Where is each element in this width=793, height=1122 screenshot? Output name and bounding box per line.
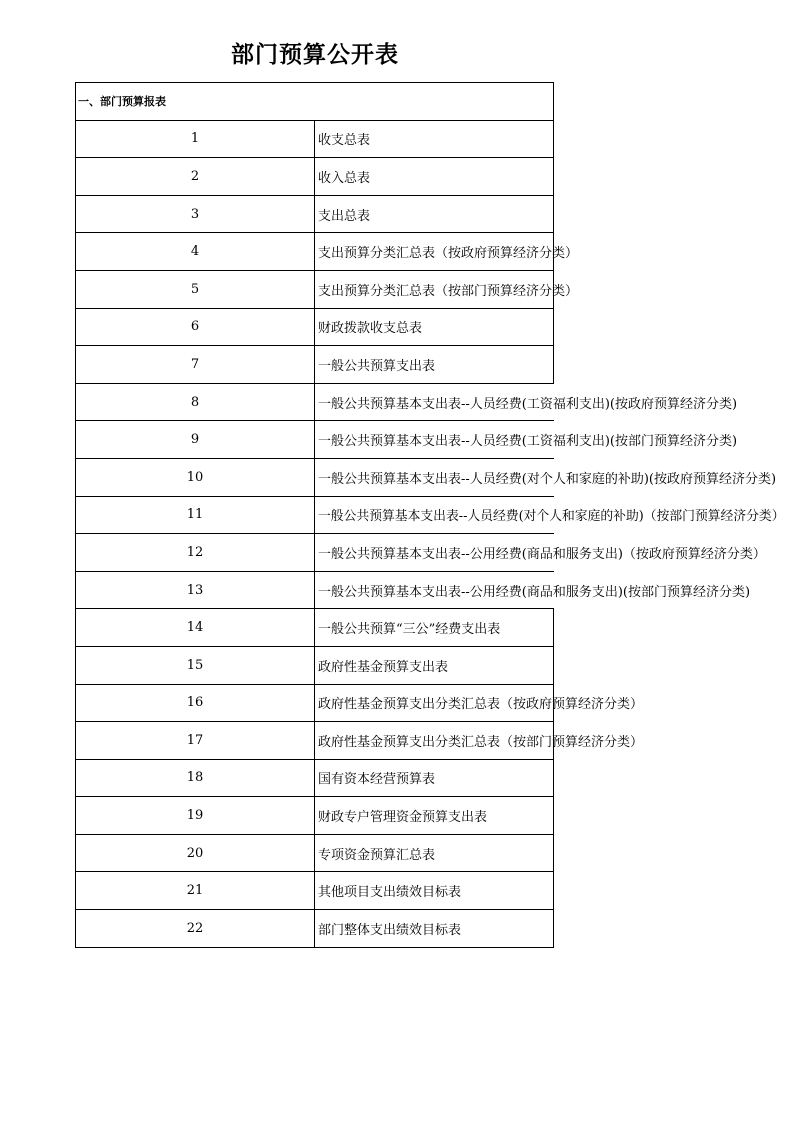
- row-name: 一般公共预算基本支出表--公用经费(商品和服务支出)（按政府预算经济分类）: [315, 534, 554, 572]
- row-number: 10: [76, 458, 315, 496]
- row-name: 一般公共预算支出表: [315, 346, 554, 384]
- row-name: 一般公共预算基本支出表--人员经费(工资福利支出)(按政府预算经济分类): [315, 383, 554, 421]
- row-number: 12: [76, 534, 315, 572]
- row-number: 6: [76, 308, 315, 346]
- table-row: [76, 195, 554, 233]
- row-number: 1: [76, 120, 315, 158]
- table-row: [76, 646, 554, 684]
- row-number: 20: [76, 834, 315, 872]
- table-row: [76, 759, 554, 797]
- row-name: 政府性基金预算支出表: [315, 646, 554, 684]
- table-row: [76, 609, 554, 647]
- row-name: 支出预算分类汇总表（按政府预算经济分类）: [315, 233, 554, 271]
- row-number: 18: [76, 759, 315, 797]
- row-number: 5: [76, 270, 315, 308]
- row-name: 支出总表: [315, 195, 554, 233]
- row-name: 政府性基金预算支出分类汇总表（按政府预算经济分类）: [315, 684, 554, 722]
- row-name: 部门整体支出绩效目标表: [315, 910, 554, 948]
- row-name: 支出预算分类汇总表（按部门预算经济分类）: [315, 270, 554, 308]
- row-number: 15: [76, 646, 315, 684]
- table-row: [76, 910, 554, 948]
- row-name: 一般公共预算“三公”经费支出表: [315, 609, 554, 647]
- table-row: [76, 308, 554, 346]
- table-row: [76, 458, 554, 496]
- row-number: 22: [76, 910, 315, 948]
- row-name: 一般公共预算基本支出表--人员经费(对个人和家庭的补助)(按政府预算经济分类): [315, 458, 554, 496]
- table-row: [76, 383, 554, 421]
- table-row: [76, 797, 554, 835]
- row-number: 8: [76, 383, 315, 421]
- table-row: [76, 872, 554, 910]
- row-name: 一般公共预算基本支出表--公用经费(商品和服务支出)(按部门预算经济分类): [315, 571, 554, 609]
- table-row: [76, 834, 554, 872]
- row-number: 21: [76, 872, 315, 910]
- row-name: 财政拨款收支总表: [315, 308, 554, 346]
- table-row: [76, 421, 554, 459]
- table-row: [76, 534, 554, 572]
- table-row: [76, 496, 554, 534]
- table-row: [76, 346, 554, 384]
- row-number: 14: [76, 609, 315, 647]
- budget-index-table: [75, 82, 785, 948]
- table-row: [76, 120, 554, 158]
- row-number: 4: [76, 233, 315, 271]
- row-number: 9: [76, 421, 315, 459]
- row-number: 3: [76, 195, 315, 233]
- row-number: 11: [76, 496, 315, 534]
- row-name: 专项资金预算汇总表: [315, 834, 554, 872]
- row-name: 政府性基金预算支出分类汇总表（按部门预算经济分类）: [315, 722, 554, 760]
- row-number: 2: [76, 158, 315, 196]
- row-number: 13: [76, 571, 315, 609]
- row-name: 收入总表: [315, 158, 554, 196]
- section-header-row: [76, 83, 554, 121]
- table-row: [76, 158, 554, 196]
- table-row: [76, 684, 554, 722]
- table-row: [76, 270, 554, 308]
- row-name: 一般公共预算基本支出表--人员经费(工资福利支出)(按部门预算经济分类): [315, 421, 554, 459]
- row-number: 7: [76, 346, 315, 384]
- page-title: 部门预算公开表: [231, 42, 399, 68]
- row-name: 收支总表: [315, 120, 554, 158]
- table-row: [76, 722, 554, 760]
- row-number: 16: [76, 684, 315, 722]
- table-row: [76, 571, 554, 609]
- row-name: 一般公共预算基本支出表--人员经费(对个人和家庭的补助)（按部门预算经济分类）: [315, 496, 554, 534]
- row-name: 国有资本经营预算表: [315, 759, 554, 797]
- row-number: 17: [76, 722, 315, 760]
- row-name: 财政专户管理资金预算支出表: [315, 797, 554, 835]
- section-title: 一、部门预算报表: [76, 83, 554, 121]
- row-number: 19: [76, 797, 315, 835]
- table-row: [76, 233, 554, 271]
- row-name: 其他项目支出绩效目标表: [315, 872, 554, 910]
